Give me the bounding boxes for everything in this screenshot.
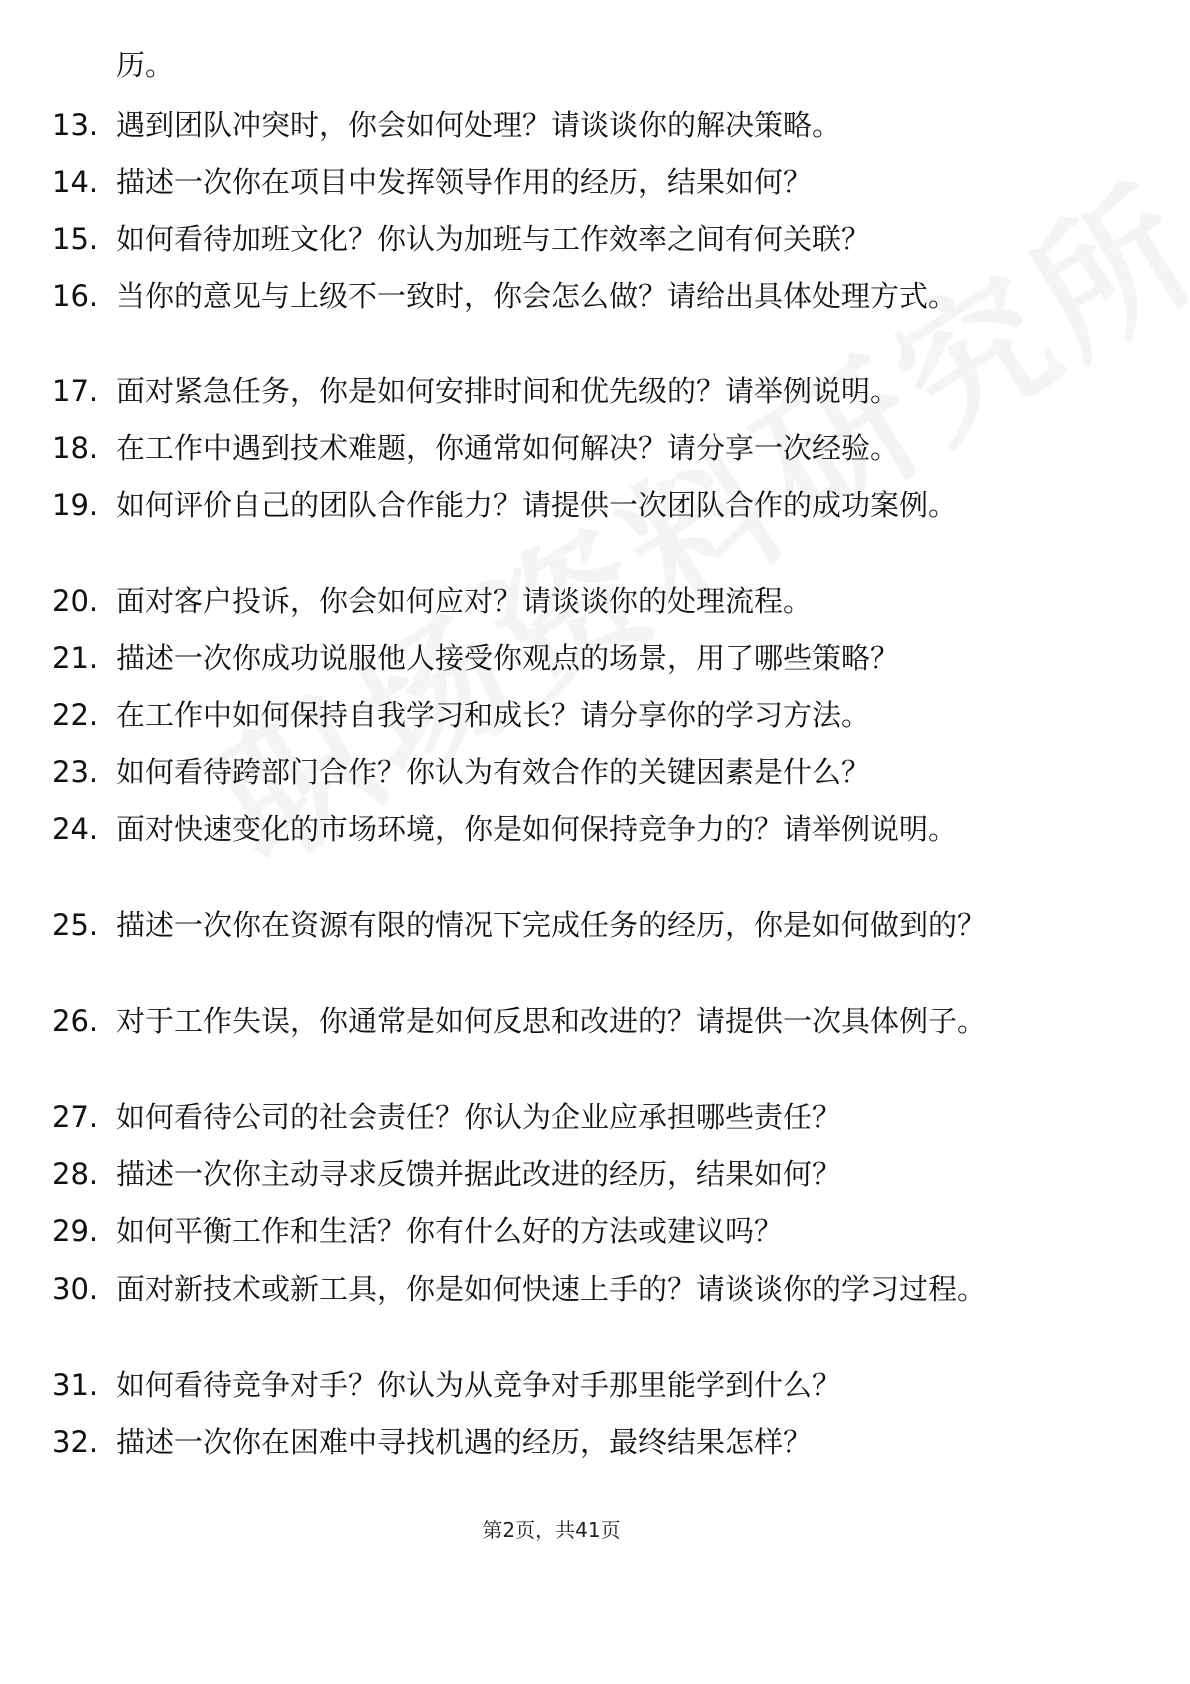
question-number: 20. <box>52 584 99 618</box>
question-number: 16. <box>52 279 99 313</box>
question-text: 在工作中遇到技术难题，你通常如何解决？请分享一次经验。 <box>116 431 900 465</box>
question-number: 27. <box>52 1100 99 1134</box>
question-number: 13. <box>52 108 99 142</box>
question-text: 在工作中如何保持自我学习和成长？请分享你的学习方法。 <box>116 698 871 732</box>
question-text: 如何看待加班文化？你认为加班与工作效率之间有何关联？ <box>116 222 871 256</box>
question-number: 23. <box>52 755 99 789</box>
question-text: 对于工作失误，你通常是如何反思和改进的？请提供一次具体例子。 <box>116 1004 987 1038</box>
question-text: 如何平衡工作和生活？你有什么好的方法或建议吗？ <box>116 1214 784 1248</box>
question-text: 如何评价自己的团队合作能力？请提供一次团队合作的成功案例。 <box>116 488 958 522</box>
question-text: 遇到团队冲突时，你会如何处理？请谈谈你的解决策略。 <box>116 108 842 142</box>
question-number: 31. <box>52 1368 99 1402</box>
question-number: 14. <box>52 165 99 199</box>
question-text: 面对紧急任务，你是如何安排时间和优先级的？请举例说明。 <box>116 374 900 408</box>
question-number: 15. <box>52 222 99 256</box>
question-text: 面对客户投诉，你会如何应对？请谈谈你的处理流程。 <box>116 584 813 618</box>
question-number: 28. <box>52 1157 99 1191</box>
question-text: 描述一次你在资源有限的情况下完成任务的经历，你是如何做到的？ <box>116 908 987 942</box>
question-number: 22. <box>52 698 99 732</box>
question-number: 24. <box>52 812 99 846</box>
question-number: 32. <box>52 1425 99 1459</box>
question-number: 29. <box>52 1214 99 1248</box>
question-text: 当你的意见与上级不一致时，你会怎么做？请给出具体处理方式。 <box>116 279 958 313</box>
question-text: 描述一次你在项目中发挥领导作用的经历，结果如何？ <box>116 165 813 199</box>
question-number: 26. <box>52 1004 99 1038</box>
question-number: 18. <box>52 431 99 465</box>
question-text: 如何看待竞争对手？你认为从竞争对手那里能学到什么？ <box>116 1368 842 1402</box>
question-text: 面对快速变化的市场环境，你是如何保持竞争力的？请举例说明。 <box>116 812 958 846</box>
question-text: 描述一次你在困难中寻找机遇的经历，最终结果怎样？ <box>116 1425 813 1459</box>
question-number: 25. <box>52 908 99 942</box>
question-text: 描述一次你成功说服他人接受你观点的场景，用了哪些策略？ <box>116 641 900 675</box>
question-number: 30. <box>52 1272 99 1306</box>
question-text: 面对新技术或新工具，你是如何快速上手的？请谈谈你的学习过程。 <box>116 1272 987 1306</box>
question-number: 17. <box>52 374 99 408</box>
question-number: 21. <box>52 641 99 675</box>
question-text: 描述一次你主动寻求反馈并据此改进的经历，结果如何？ <box>116 1157 842 1191</box>
page-number-footer: 第2页，共41页 <box>482 1518 621 1542</box>
question-text: 如何看待跨部门合作？你认为有效合作的关键因素是什么？ <box>116 755 871 789</box>
continuation-text: 历。 <box>116 48 175 82</box>
question-text: 如何看待公司的社会责任？你认为企业应承担哪些责任？ <box>116 1100 842 1134</box>
question-number: 19. <box>52 488 99 522</box>
